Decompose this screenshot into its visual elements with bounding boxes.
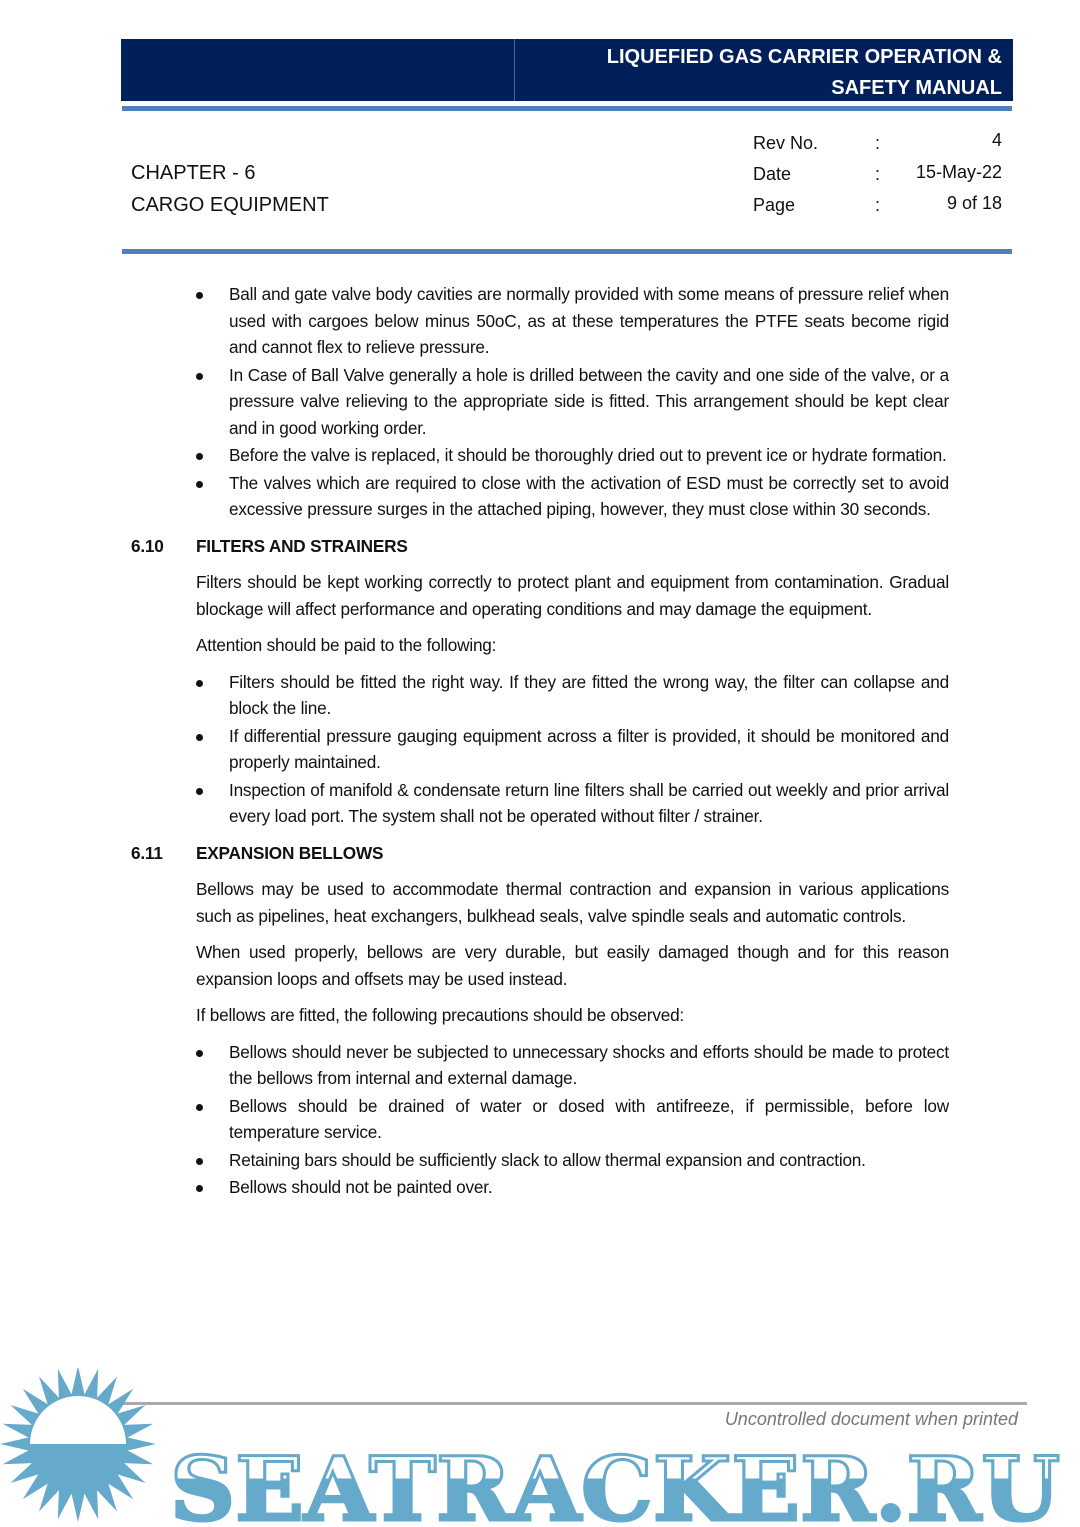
list-item-text: Filters should be fitted the right way. If they are fitted the wrong way, the filter can collapse and block the line. bbox=[229, 671, 949, 718]
list-item-text: Before the valve is replaced, it should be thoroughly dried out to prevent ice or hydrate formation. bbox=[229, 445, 947, 465]
rev-sep: : bbox=[875, 133, 881, 153]
list-item-text: In Case of Ball Valve generally a hole is drilled between the cavity and one side of the valve, or a pressure valve relieving to the appropriate side is fitted. This arrangement should be kept clear and in good working order. bbox=[229, 364, 949, 438]
bullet-icon bbox=[196, 1050, 203, 1057]
bullet-icon bbox=[196, 734, 203, 741]
page-sep: : bbox=[875, 195, 881, 215]
section-heading-6-11 bbox=[131, 840, 949, 867]
section-title: FILTERS AND STRAINERS bbox=[196, 535, 408, 556]
list-item-text: Inspection of manifold & condensate return line filters shall be carried out weekly and prior arrival every load port. The system shall not be operated without filter / strainer. bbox=[229, 779, 949, 826]
paragraph: Bellows may be used to accommodate thermal contraction and expansion in various applications such as pipelines, heat exchangers, bulkhead seals, valve spindle seals and automatic controls. bbox=[196, 879, 949, 926]
manual-title-line2: SAFETY MANUAL bbox=[831, 77, 1002, 99]
bullet-icon bbox=[196, 1158, 203, 1165]
list-item-text: Bellows should never be subjected to unnecessary shocks and efforts should be made to protect the bellows from internal and external damage. bbox=[229, 1041, 949, 1088]
bullet-icon bbox=[196, 788, 203, 795]
list-item bbox=[196, 470, 949, 523]
sun-icon bbox=[0, 1368, 156, 1522]
list-item bbox=[196, 362, 949, 442]
filter-bullets bbox=[196, 669, 949, 830]
list-item bbox=[196, 669, 949, 722]
page-label: Page bbox=[753, 195, 796, 215]
bellows-bullets bbox=[196, 1039, 949, 1201]
list-item-text: Bellows should be drained of water or dosed with antifreeze, if permissible, before low temperature service. bbox=[229, 1095, 949, 1142]
bullet-icon bbox=[196, 1104, 203, 1111]
chapter-number: CHAPTER - 6 bbox=[131, 162, 256, 184]
paragraph: Attention should be paid to the following: bbox=[196, 635, 497, 655]
section-number: 6.10 bbox=[131, 535, 164, 556]
watermark-logo bbox=[0, 1368, 1080, 1527]
list-item bbox=[196, 1147, 949, 1174]
paragraph: If bellows are fitted, the following precautions should be observed: bbox=[196, 1005, 685, 1025]
date-label: Date bbox=[753, 164, 792, 184]
list-item bbox=[196, 723, 949, 776]
bullet-icon bbox=[196, 1185, 203, 1192]
bullet-icon bbox=[196, 680, 203, 687]
document-body bbox=[131, 281, 949, 1211]
manual-title-line1: LIQUEFIED GAS CARRIER OPERATION & bbox=[606, 46, 1002, 68]
list-item bbox=[196, 1174, 949, 1201]
list-item bbox=[196, 1093, 949, 1146]
paragraph: When used properly, bellows are very durable, but easily damaged though and for this reason expansion loops and offsets may be used instead. bbox=[196, 942, 949, 989]
list-item-text: If differential pressure gauging equipment across a filter is provided, it should be monitored and properly maintained. bbox=[229, 725, 949, 772]
manual-title bbox=[522, 42, 1002, 104]
valve-bullets bbox=[196, 281, 949, 523]
uncontrolled-notice: Uncontrolled document when printed bbox=[724, 1409, 1018, 1429]
list-item bbox=[196, 777, 949, 830]
list-item bbox=[196, 281, 949, 361]
section-title: EXPANSION BELLOWS bbox=[196, 842, 384, 863]
rev-value: 4 bbox=[991, 130, 1002, 150]
paragraph: Filters should be kept working correctly to protect plant and equipment from contamination. Gradual blockage will affect performance and operating conditions and may damage the equipment. bbox=[196, 572, 949, 619]
bullet-icon bbox=[196, 481, 203, 488]
date-value: 15-May-22 bbox=[915, 162, 1002, 182]
header-rule-top bbox=[122, 106, 1012, 111]
section-heading-6-10 bbox=[131, 533, 949, 560]
list-item-text: Ball and gate valve body cavities are normally provided with some means of pressure relief when used with cargoes below minus 50oC, as at these temperatures the PTFE seats become rigid and cannot flex to relieve pressure. bbox=[229, 284, 949, 357]
header-divider bbox=[514, 39, 515, 101]
rev-label: Rev No. bbox=[753, 133, 819, 153]
bullet-icon bbox=[196, 373, 203, 380]
date-sep: : bbox=[875, 164, 881, 184]
list-item-text: The valves which are required to close with the activation of ESD must be correctly set to avoid excessive pressure surges in the attached piping, however, they must close within 30 seconds. bbox=[229, 472, 949, 519]
list-item-text: Retaining bars should be sufficiently slack to allow thermal expansion and contraction. bbox=[229, 1149, 866, 1170]
page-value: 9 of 18 bbox=[946, 193, 1002, 213]
watermark-text: SEATRACKER.RU bbox=[170, 1437, 1060, 1527]
bullet-icon bbox=[196, 292, 203, 299]
list-item bbox=[196, 1039, 949, 1092]
section-number: 6.11 bbox=[131, 842, 163, 863]
header-rule-bottom bbox=[122, 249, 1012, 254]
list-item bbox=[196, 442, 949, 469]
list-item-text: Bellows should not be painted over. bbox=[229, 1177, 493, 1197]
bullet-icon bbox=[196, 453, 203, 460]
chapter-title: CARGO EQUIPMENT bbox=[131, 194, 329, 216]
